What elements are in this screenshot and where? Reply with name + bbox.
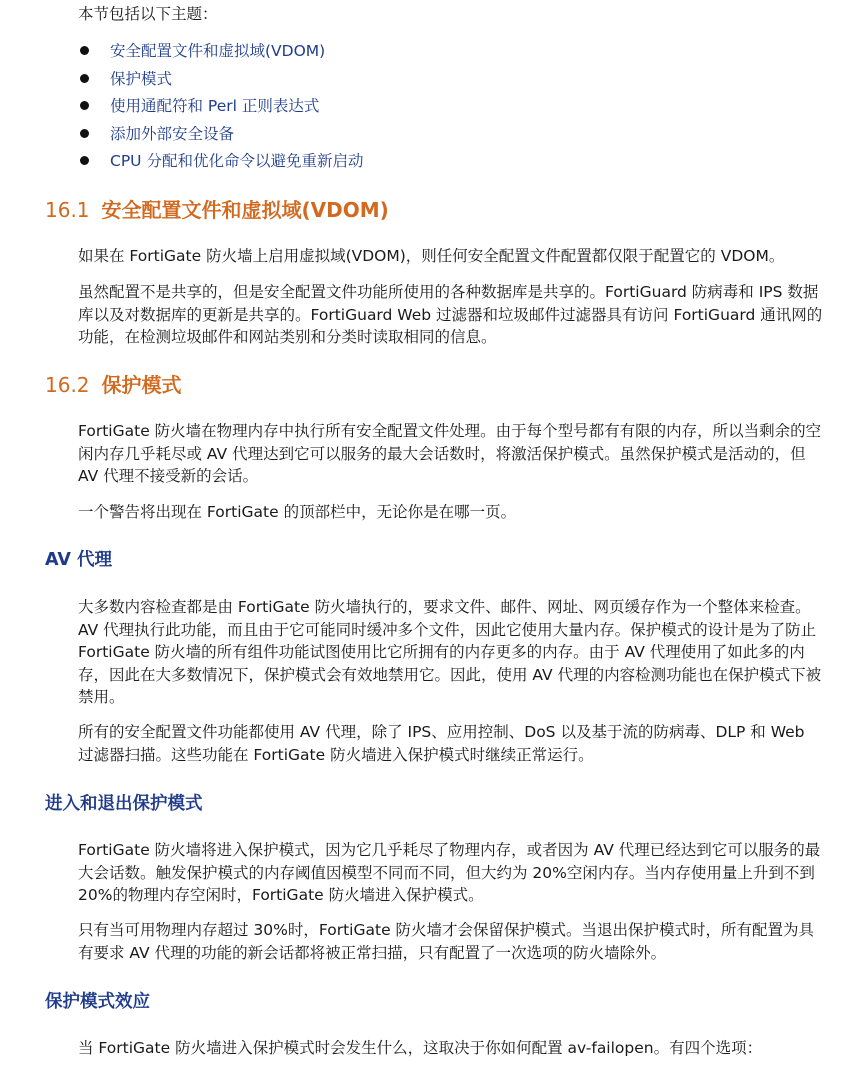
topic-link[interactable]: 添加外部安全设备 (110, 124, 235, 143)
paragraph: 一个警告将出现在 FortiGate 的顶部栏中，无论你是在哪一页。 (78, 503, 517, 521)
topic-link[interactable]: 保护模式 (110, 69, 173, 88)
section-number: 16.1 (45, 198, 90, 222)
paragraph: FortiGate 防火墙将进入保护模式，因为它几乎耗尽了物理内存，或者因为 AV 代理已经达到它可以服务的最大会话数。触发保护模式的内存阈值因模型不同而不同，但大约为 20%空闲内存。当内存使用量上升到不到 20%的物理内存空闲时，FortiGate 防火墙进入保护模式。 (78, 841, 821, 905)
topic-item[interactable] (78, 68, 363, 96)
intro-text: 本节包括以下主题： (78, 5, 218, 23)
bullet-icon (80, 129, 89, 138)
paragraph: 只有当可用物理内存超过 30%时，FortiGate 防火墙才会保留保护模式。当退出保护模式时，所有配置为具有要求 AV 代理的功能的新会话都将被正常扫描，只有配置了一次选项的防火墙除外。 (78, 921, 815, 962)
section-number: 16.2 (45, 373, 90, 397)
topic-link[interactable]: 安全配置文件和虚拟域(VDOM) (110, 42, 326, 60)
subsection-heading-av-proxy: AV 代理 (45, 550, 112, 570)
bullet-icon (80, 46, 89, 55)
topic-item[interactable] (78, 40, 363, 68)
subsection-heading-effects: 保护模式效应 (45, 992, 150, 1012)
topic-item[interactable] (78, 95, 363, 123)
section-title: 保护模式 (101, 373, 182, 397)
paragraph: FortiGate 防火墙在物理内存中执行所有安全配置文件处理。由于每个型号都有有限的内存，所以当剩余的空闲内存几乎耗尽或 AV 代理达到它可以服务的最大会话数时，将激活保护模式。虽然保护模式是活动的，但 AV 代理不接受新的会话。 (78, 422, 822, 486)
bullet-icon (80, 101, 89, 110)
topic-list (78, 40, 363, 178)
section-title: 安全配置文件和虚拟域(VDOM) (101, 198, 389, 222)
paragraph: 所有的安全配置文件功能都使用 AV 代理，除了 IPS、应用控制、DoS 以及基于流的防病毒、DLP 和 Web 过滤器扫描。这些功能在 FortiGate 防火墙进入保护模式时继续正常运行。 (78, 723, 805, 764)
topic-link[interactable]: CPU 分配和优化命令以避免重新启动 (110, 152, 364, 170)
section-16-1-heading (45, 197, 389, 223)
paragraph: 大多数内容检查都是由 FortiGate 防火墙执行的，要求文件、邮件、网址、网页缓存作为一个整体来检查。AV 代理执行此功能，而且由于它可能同时缓冲多个文件，因此它使用大量内存。保护模式的设计是为了防止 FortiGate 防火墙的所有组件功能试图使用比它所拥有的内存更多的内存。由于 AV 代理使用了如此多的内存，因此在大多数情况下，保护模式会有效地禁用它。因此，使用 AV 代理的内容检测功能也在保护模式下被禁用。 (78, 598, 822, 707)
bullet-icon (80, 74, 89, 83)
topic-item[interactable] (78, 123, 363, 151)
paragraph: 如果在 FortiGate 防火墙上启用虚拟域(VDOM)，则任何安全配置文件配置都仅限于配置它的 VDOM。 (78, 247, 785, 265)
topic-link[interactable]: 使用通配符和 Perl 正则表达式 (110, 97, 320, 115)
section-16-2-heading (45, 372, 182, 398)
bullet-icon (80, 156, 89, 165)
paragraph: 虽然配置不是共享的，但是安全配置文件功能所使用的各种数据库是共享的。FortiGuard 防病毒和 IPS 数据库以及对数据库的更新是共享的。FortiGuard Web 过滤器和垃圾邮件过滤器具有访问 FortiGuard 通讯网的功能，在检测垃圾邮件和网站类别和分类时读取相同的信息。 (78, 283, 823, 347)
paragraph: 当 FortiGate 防火墙进入保护模式时会发生什么，这取决于你如何配置 av-failopen。有四个选项： (78, 1039, 763, 1057)
subsection-heading-enter-exit: 进入和退出保护模式 (45, 794, 203, 814)
topic-item[interactable] (78, 150, 363, 178)
